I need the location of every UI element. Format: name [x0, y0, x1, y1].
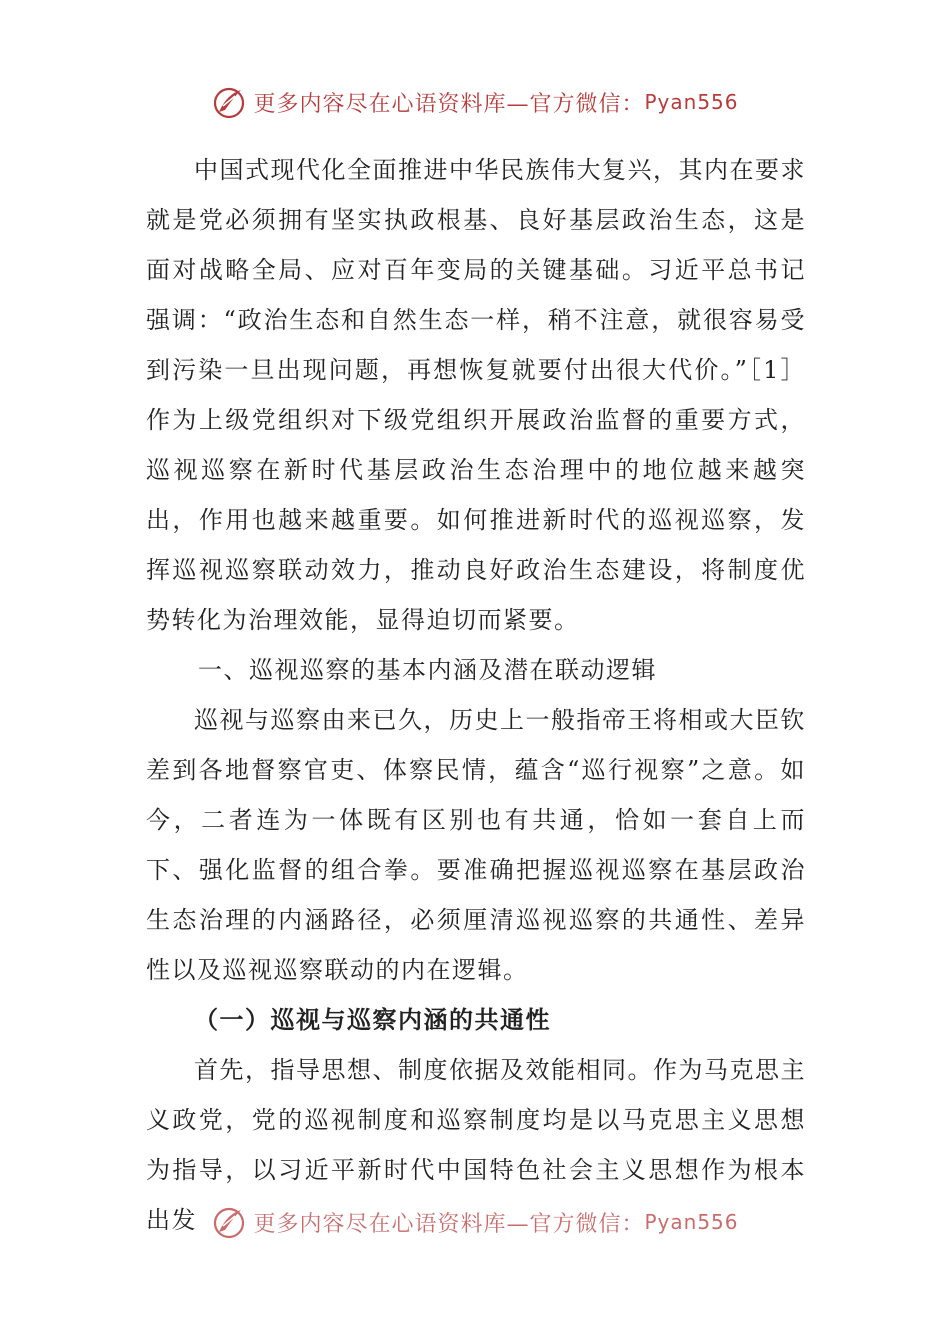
- logo-icon: [211, 84, 247, 120]
- subsection-heading: （一）巡视与巡察内涵的共通性: [194, 1005, 551, 1034]
- watermark-text: 更多内容尽在心语资料库—官方微信：: [253, 1211, 645, 1237]
- watermark-id: Pyan556: [644, 90, 739, 114]
- document-body: [146, 145, 806, 1245]
- logo-icon: [211, 1204, 247, 1240]
- watermark-header: [0, 82, 950, 122]
- body-paragraph: 巡视与巡察由来已久，历史上一般指帝王将相或大臣钦差到各地督察官吏、体察民情，蕴含“巡行视察”之意。如今，二者连为一体既有区别也有共通，恰如一套自上而下、强化监督的组合拳。要准确把握巡视巡察在基层政治生态治理的内涵路径，必须厘清巡视巡察的共通性、差异性以及巡视巡察联动的内在逻辑。: [146, 706, 806, 984]
- watermark-text: 更多内容尽在心语资料库—官方微信：: [253, 91, 645, 117]
- watermark-footer: [0, 1202, 950, 1242]
- watermark-id: Pyan556: [644, 1210, 739, 1234]
- intro-paragraph: 中国式现代化全面推进中华民族伟大复兴，其内在要求就是党必须拥有坚实执政根基、良好基层政治生态，这是面对战略全局、应对百年变局的关键基础。习近平总书记强调：“政治生态和自然生态一样，稍不注意，就很容易受到污染一旦出现问题，再想恢复就要付出很大代价。”［1］作为上级党组织对下级党组织开展政治监督的重要方式，巡视巡察在新时代基层政治生态治理中的地位越来越突出，作用也越来越重要。如何推进新时代的巡视巡察，发挥巡视巡察联动效力，推动良好政治生态建设，将制度优势转化为治理效能，显得迫切而紧要。: [146, 156, 806, 634]
- section-heading: 一、巡视巡察的基本内涵及潜在联动逻辑: [198, 656, 657, 684]
- body-paragraph: 首先，指导思想、制度依据及效能相同。作为马克思主义政党，党的巡视制度和巡察制度均是以马克思主义思想为指导，以习近平新时代中国特色社会主义思想作为根本出发: [146, 1056, 806, 1234]
